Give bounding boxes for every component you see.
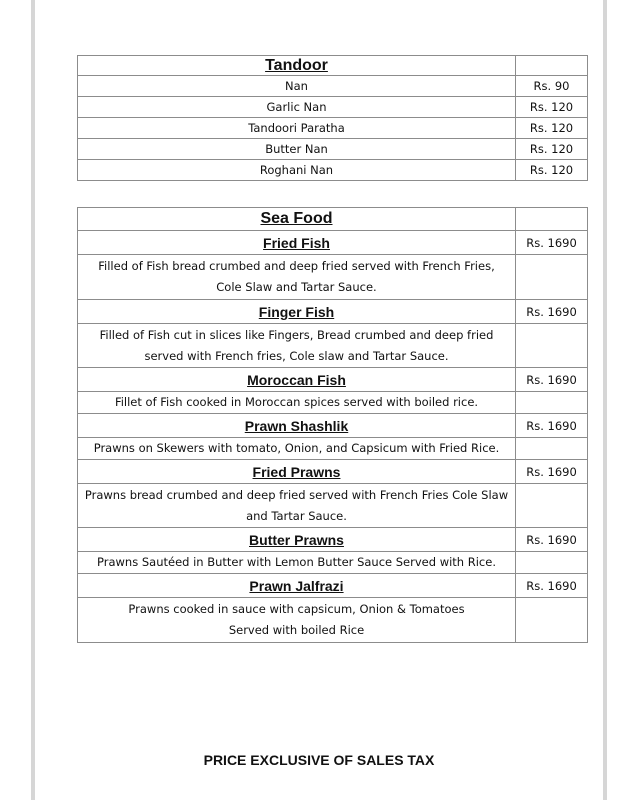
seafood-item-description-row [78,484,588,528]
seafood-header-row [78,208,588,231]
tandoor-item-price: Rs. 90 [516,76,588,97]
page-right-edge [603,0,607,800]
seafood-item-price: Rs. 1690 [516,231,588,255]
seafood-item-description-price-cell [516,484,588,528]
description-line: Fillet of Fish cooked in Moroccan spices served with boiled rice. [114,395,479,409]
seafood-item-description-row [78,598,588,643]
description-line: Served with boiled Rice [228,623,365,637]
seafood-item-description [78,324,516,368]
tandoor-item-row [78,76,588,97]
seafood-item-price: Rs. 1690 [516,300,588,324]
tandoor-header-row [78,56,588,76]
seafood-item-description-row [78,552,588,574]
tandoor-item-name: Garlic Nan [78,97,516,118]
seafood-item-row [78,460,588,484]
description-line: Prawns cooked in sauce with capsicum, Onion & Tomatoes [128,602,465,616]
seafood-item-price: Rs. 1690 [516,460,588,484]
seafood-item-price: Rs. 1690 [516,574,588,598]
description-line: Prawns Sautéed in Butter with Lemon Butter Sauce Served with Rice. [97,555,496,569]
description-line: Prawns bread crumbed and deep fried served with French Fries Cole Slaw [84,487,509,502]
description-line: Prawns on Skewers with tomato, Onion, and Capsicum with Fried Rice. [93,441,500,455]
tandoor-item-row [78,139,588,160]
seafood-item-row [78,368,588,392]
page-left-edge [31,0,35,800]
seafood-item-description [78,484,516,528]
seafood-item-name: Prawn Jalfrazi [78,574,516,598]
description-line: and Tartar Sauce. [246,508,347,523]
seafood-item-description [78,255,516,300]
tandoor-item-price: Rs. 120 [516,97,588,118]
seafood-item-name: Fried Prawns [78,460,516,484]
seafood-item-description [78,552,516,574]
description-line: Filled of Fish bread crumbed and deep fried served with French Fries, [98,259,495,273]
seafood-item-price: Rs. 1690 [516,528,588,552]
seafood-item-description [78,392,516,414]
seafood-item-row [78,528,588,552]
seafood-item-price: Rs. 1690 [516,368,588,392]
seafood-item-description-row [78,392,588,414]
seafood-item-description-row [78,255,588,300]
seafood-item-description-price-cell [516,598,588,643]
tandoor-item-price: Rs. 120 [516,118,588,139]
seafood-item-description-price-cell [516,552,588,574]
seafood-item-description [78,598,516,643]
seafood-item-description-price-cell [516,255,588,300]
seafood-item-name: Fried Fish [78,231,516,255]
tandoor-item-name: Roghani Nan [78,160,516,181]
seafood-item-description-row [78,324,588,368]
seafood-item-description-row [78,438,588,460]
seafood-item-row [78,574,588,598]
seafood-item-description [78,438,516,460]
tandoor-title: Tandoor [78,56,516,76]
tandoor-item-row [78,160,588,181]
seafood-item-row [78,414,588,438]
tax-note: PRICE EXCLUSIVE OF SALES TAX [203,752,435,768]
seafood-title: Sea Food [78,208,516,231]
seafood-item-row [78,300,588,324]
tandoor-item-row [78,97,588,118]
seafood-item-row [78,231,588,255]
seafood-item-description-price-cell [516,392,588,414]
description-line: Cole Slaw and Tartar Sauce. [216,280,377,294]
tandoor-item-name: Butter Nan [78,139,516,160]
description-line: served with French fries, Cole slaw and Tartar Sauce. [144,348,449,363]
tandoor-item-price: Rs. 120 [516,139,588,160]
seafood-item-description-price-cell [516,438,588,460]
tandoor-item-row [78,118,588,139]
seafood-table [77,207,588,643]
tandoor-item-price: Rs. 120 [516,160,588,181]
tandoor-table [77,55,588,181]
seafood-item-name: Butter Prawns [78,528,516,552]
description-line: Filled of Fish cut in slices like Fingers, Bread crumbed and deep fried [99,327,494,342]
seafood-header-price-cell [516,208,588,231]
tandoor-item-name: Tandoori Paratha [78,118,516,139]
tandoor-item-name: Nan [78,76,516,97]
seafood-item-description-price-cell [516,324,588,368]
tandoor-header-price-cell [516,56,588,76]
seafood-item-price: Rs. 1690 [516,414,588,438]
seafood-item-name: Moroccan Fish [78,368,516,392]
seafood-item-name: Finger Fish [78,300,516,324]
seafood-item-name: Prawn Shashlik [78,414,516,438]
